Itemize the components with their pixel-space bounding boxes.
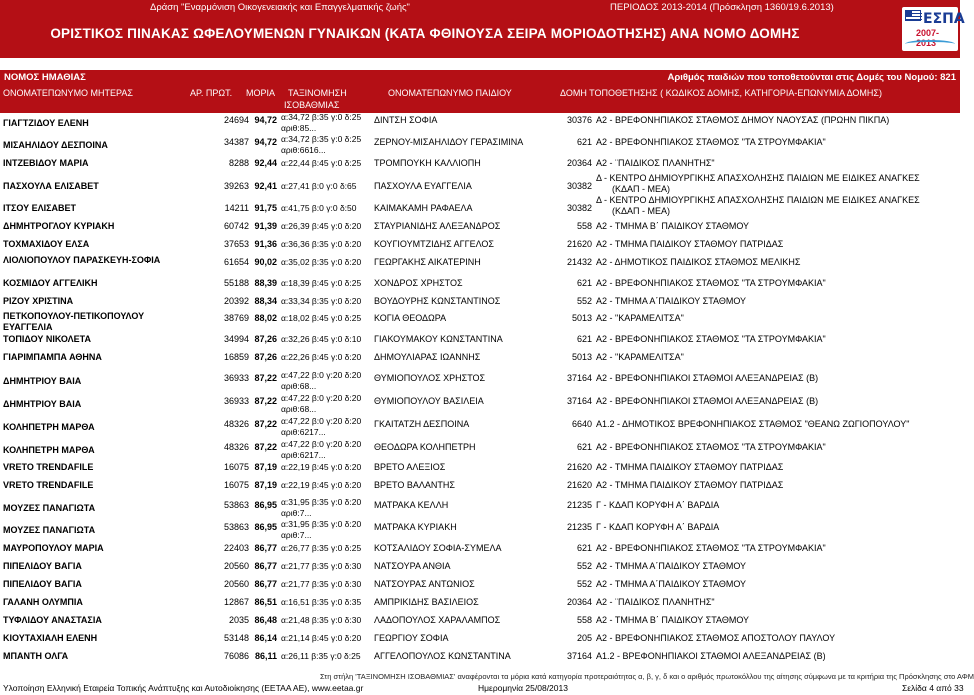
mother-name: ΚΙΟΥΤΑΧΙΑΛΗ ΕΛΕΝΗ: [3, 633, 98, 643]
mother-name: ΚΟΛΗΠΕΤΡΗ ΜΑΡΘΑ: [3, 445, 95, 455]
rank-detail: α:41,75 β:0 γ:0 δ:50: [281, 203, 357, 213]
mother-name: VRETO TRENDAFILE: [3, 462, 94, 472]
header-banner: [0, 0, 965, 58]
mother-name: VRETO TRENDAFILE: [3, 480, 94, 490]
col-score: ΜΟΡΙΑ: [246, 88, 276, 98]
child-name: ΘΕΟΔΩΡΑ ΚΟΛΗΠΕΤΡΗ: [374, 442, 476, 452]
structure-code: 621: [576, 442, 592, 452]
structure-name: Δ - ΚΕΝΤΡΟ ΔΗΜΙΟΥΡΓΙΚΗΣ ΑΠΑΣΧΟΛΗΣΗΣ ΠΑΙΔΙΩΝ ΜΕ ΕΙΔΙΚΕΣ ΑΝΑΓΚΕΣ: [596, 173, 920, 183]
structure-name: Α2 - ¨ΠΑΙΔΙΚΟΣ ΠΛΑΝΗΤΗΣ": [596, 158, 715, 168]
rank-detail: α:34,72 β:35 γ:0 δ:25: [281, 112, 362, 122]
protocol-number: 20392: [223, 296, 249, 306]
structure-name: Α2 - ΒΡΕΦΟΝΗΠΙΑΚΟΣ ΣΤΑΘΜΟΣ "ΤΑ ΣΤΡΟΥΜΦΑΚΙΑ": [596, 278, 826, 288]
structure-code: 621: [576, 278, 592, 288]
protocol-number: 60742: [223, 221, 249, 231]
mother-name: ΜΙΣΑΗΛΙΔΟΥ ΔΕΣΠΟΙΝΑ: [3, 140, 108, 150]
child-name: ΝΑΤΣΟΥΡΑΣ ΑΝΤΩΝΙΟΣ: [374, 579, 475, 589]
structure-code: 37164: [566, 396, 592, 406]
child-name: ΖΕΡΝΟΥ-ΜΙΣΑΗΛΙΔΟΥ ΓΕΡΑΣΙΜΙΝΑ: [374, 137, 524, 147]
rank-detail: α:22,44 β:45 γ:0 δ:25: [281, 158, 362, 168]
child-name: ΣΤΑΥΡΙΑΝΙΔΗΣ ΑΛΕΞΑΝΔΡΟΣ: [374, 221, 501, 231]
rank-detail: α:21,77 β:35 γ:0 δ:30: [281, 579, 362, 589]
child-name: ΔΗΜΟΥΛΙΑΡΑΣ ΙΩΑΝΝΗΣ: [374, 352, 481, 362]
mother-name: ΤΟΠΙΔΟΥ ΝΙΚΟΛΕΤΑ: [3, 334, 91, 344]
structure-name: Α2 - ΤΜΗΜΑ ΠΑΙΔΙΚΟΥ ΣΤΑΘΜΟΥ ΠΑΤΡΙΔΑΣ: [596, 462, 784, 472]
protocol-number: 53863: [223, 500, 249, 510]
rank-detail-line2: αριθ:68...: [281, 404, 317, 414]
footnote: Στη στήλη 'ΤΑΞΙΝΟΜΗΣΗ ΙΣΟΒΑΘΜΙΑΣ' αναφέρονται τα μόρια κατά κατηγορία προτεραιότητας α, β, γ, δ και ο αριθμός πρωτοκόλλου της αίτησης σύμφωνα με τα κριτήρια της Πρόσκλησης στο ΑΦΜ: [320, 672, 974, 681]
structure-code: 30382: [566, 181, 592, 191]
mother-name: ΚΟΛΗΠΕΤΡΗ ΜΑΡΘΑ: [3, 422, 95, 432]
period-label: ΠΕΡΙΟΔΟΣ 2013-2014 (Πρόσκληση 1360/19.6.2013): [610, 2, 834, 13]
structure-code: 30376: [566, 115, 592, 125]
structure-code: 21235: [566, 500, 592, 510]
mother-name: ΓΑΛΑΝΗ ΟΛΥΜΠΙΑ: [3, 597, 83, 607]
mother-name: ΡΙΖΟΥ ΧΡΙΣΤΙΝΑ: [3, 296, 74, 306]
score: 87,22: [254, 396, 277, 406]
document-title: ΟΡΙΣΤΙΚΟΣ ΠΙΝΑΚΑΣ ΩΦΕΛΟΥΜΕΝΩΝ ΓΥΝΑΙΚΩΝ (ΚΑΤΑ ΦΘΙΝΟΥΣΑ ΣΕΙΡΑ ΜΟΡΙΟΔΟΤΗΣΗΣ) ΑΝΑ ΝΟΜΟ ΔΟΜΗΣ: [50, 26, 800, 41]
mother-name: ΔΗΜΗΤΡΙΟΥ ΒΑΙΑ: [3, 376, 82, 386]
structure-name: Α2 - ΒΡΕΦΟΝΗΠΙΑΚΟΣ ΣΤΑΘΜΟΣ "ΤΑ ΣΤΡΟΥΜΦΑΚΙΑ": [596, 137, 826, 147]
protocol-number: 38769: [223, 313, 249, 323]
structure-code: 21235: [566, 522, 592, 532]
protocol-number: 61654: [223, 257, 249, 267]
score: 86,51: [254, 597, 277, 607]
score: 94,72: [254, 115, 277, 125]
region-bar: [0, 70, 960, 86]
rank-detail-line2: αριθ:7...: [281, 508, 312, 518]
protocol-number: 20560: [223, 561, 249, 571]
protocol-number: 8288: [228, 158, 249, 168]
mother-name: ΛΙΟΛΙΟΠΟΥΛΟΥ ΠΑΡΑΣΚΕΥΗ-ΣΟΦΙΑ: [3, 255, 161, 265]
structure-name: Α2 - ΤΜΗΜΑ ΠΑΙΔΙΚΟΥ ΣΤΑΘΜΟΥ ΠΑΤΡΙΔΑΣ: [596, 480, 784, 490]
structure-name: Γ - ΚΔΑΠ ΚΟΡΥΦΗ Α΄ ΒΑΡΔΙΑ: [596, 500, 720, 510]
protocol-number: 34994: [223, 334, 249, 344]
child-name: ΝΑΤΣΟΥΡΑ ΑΝΘΙΑ: [374, 561, 451, 571]
rank-detail: α:18,02 β:45 γ:0 δ:25: [281, 313, 362, 323]
child-name: ΓΚΑΙΤΑΤΖΗ ΔΕΣΠΟΙΝΑ: [374, 419, 470, 429]
structure-name: Α2 - ΒΡΕΦΟΝΗΠΙΑΚΟΙ ΣΤΑΘΜΟΙ ΑΛΕΞΑΝΔΡΕΙΑΣ (Β): [596, 373, 819, 383]
mother-name: ΤΟΧΜΑΧΙΔΟΥ ΕΛΣΑ: [3, 239, 90, 249]
structure-code: 621: [576, 137, 592, 147]
structure-name: Α2 - ΤΜΗΜΑ Β΄ ΠΑΙΔΙΚΟΥ ΣΤΑΘΜΟΥ: [596, 221, 750, 231]
child-name: ΤΡΟΜΠΟΥΚΗ ΚΑΛΛΙΟΠΗ: [374, 158, 481, 168]
rank-detail: α:22,26 β:45 γ:0 δ:20: [281, 352, 362, 362]
score: 91,39: [254, 221, 277, 231]
structure-code: 552: [576, 296, 592, 306]
structure-name: Α1.2 - ΔΗΜΟΤΙΚΟΣ ΒΡΕΦΟΝΗΠΙΑΚΟΣ ΣΤΑΘΜΟΣ "ΘΕΑΝΩ ΖΩΓΙΟΠΟΥΛΟΥ": [596, 419, 910, 429]
rank-detail: α:26,39 β:45 γ:0 δ:20: [281, 221, 362, 231]
protocol-number: 24694: [223, 115, 249, 125]
score: 91,36: [254, 239, 277, 249]
rank-detail: α:26,77 β:35 γ:0 δ:25: [281, 543, 362, 553]
protocol-number: 39263: [223, 181, 249, 191]
protocol-number: 16075: [223, 462, 249, 472]
protocol-number: 76086: [223, 651, 249, 661]
mother-name: ΠΙΠΕΛΙΔΟΥ ΒΑΓΙΑ: [3, 579, 82, 589]
score: 92,41: [254, 181, 277, 191]
structure-code: 21620: [566, 462, 592, 472]
greek-flag-icon: [905, 10, 921, 21]
rank-detail-line2: αριθ:6217...: [281, 450, 326, 460]
structure-code: 21620: [566, 239, 592, 249]
structure-code: 621: [576, 334, 592, 344]
score: 86,14: [254, 633, 277, 643]
protocol-number: 36933: [223, 373, 249, 383]
structure-name-line2: (ΚΔΑΠ - ΜΕΑ): [612, 206, 671, 216]
score: 94,72: [254, 137, 277, 147]
mother-name: ΠΑΣΧΟΥΛΑ ΕΛΙΣΑΒΕΤ: [3, 181, 99, 191]
rank-detail: α:21,14 β:45 γ:0 δ:20: [281, 633, 362, 643]
rank-detail: α:36,36 β:35 γ:0 δ:20: [281, 239, 362, 249]
rank-detail: α:21,48 β:35 γ:0 δ:30: [281, 615, 362, 625]
structure-name: Α2 - ΒΡΕΦΟΝΗΠΙΑΚΟΣ ΣΤΑΘΜΟΣ "ΤΑ ΣΤΡΟΥΜΦΑΚΙΑ": [596, 334, 826, 344]
structure-code: 21432: [566, 257, 592, 267]
structure-name: Α2 - ΒΡΕΦΟΝΗΠΙΑΚΟΙ ΣΤΑΘΜΟΙ ΑΛΕΞΑΝΔΡΕΙΑΣ (Β): [596, 396, 819, 406]
child-name: ΔΙΝΤΣΗ ΣΟΦΙΑ: [374, 115, 438, 125]
mother-name: ΙΝΤΖΕΒΙΔΟΥ ΜΑΡΙΑ: [3, 158, 89, 168]
child-name: ΒΡΕΤΟ ΑΛΕΞΙΟΣ: [374, 462, 446, 472]
protocol-number: 14211: [224, 203, 249, 213]
score: 90,02: [254, 257, 277, 267]
score: 88,02: [254, 313, 277, 323]
score: 86,77: [254, 543, 277, 553]
rank-detail-line2: αριθ:6616...: [281, 145, 326, 155]
protocol-number: 20560: [223, 579, 249, 589]
mother-name: ΓΙΑΡΙΜΠΑΜΠΑ ΑΘΗΝΑ: [3, 352, 102, 362]
rank-detail: α:35,02 β:35 γ:0 δ:20: [281, 257, 362, 267]
protocol-number: 22403: [223, 543, 249, 553]
col-structure: ΔΟΜΗ ΤΟΠΟΘΕΤΗΣΗΣ ( ΚΩΔΙΚΟΣ ΔΟΜΗΣ, ΚΑΤΗΓΟΡΙΑ-ΕΠΩΝΥΜΙΑ ΔΟΜΗΣ): [560, 88, 882, 98]
protocol-number: 48326: [223, 419, 249, 429]
mother-name: ΜΟΥΖΕΣ ΠΑΝΑΓΙΩΤΑ: [3, 503, 96, 513]
rank-detail: α:31,95 β:35 γ:0 δ:20: [281, 497, 362, 507]
structure-code: 20364: [566, 597, 592, 607]
structure-name: Α2 - ΒΡΕΦΟΝΗΠΙΑΚΟΣ ΣΤΑΘΜΟΣ ΔΗΜΟΥ ΝΑΟΥΣΑΣ (ΠΡΩΗΝ ΠΙΚΠΑ): [596, 115, 890, 125]
rank-detail: α:47,22 β:0 γ:20 δ:20: [281, 416, 362, 426]
score: 87,22: [254, 442, 277, 452]
rank-detail: α:26,11 β:35 γ:0 δ:25: [281, 651, 361, 661]
structure-code: 20364: [566, 158, 592, 168]
mother-name: ΤΥΦΛΙΔΟΥ ΑΝΑΣΤΑΣΙΑ: [3, 615, 102, 625]
child-name: ΑΓΓΕΛΟΠΟΥΛΟΣ ΚΩΝΣΤΑΝΤΙΝΑ: [374, 651, 511, 661]
rank-detail: α:33,34 β:35 γ:0 δ:20: [281, 296, 362, 306]
protocol-number: 36933: [223, 396, 249, 406]
rank-detail: α:32,26 β:45 γ:0 δ:10: [281, 334, 362, 344]
structure-name: Α2 - "ΚΑΡΑΜΕΛΙΤΣΑ": [596, 313, 684, 323]
logo-wordmark: ΕΣΠΑ: [923, 11, 965, 27]
structure-name: Α2 - "ΚΑΡΑΜΕΛΙΤΣΑ": [596, 352, 684, 362]
child-name: ΒΟΥΔΟΥΡΗΣ ΚΩΝΣΤΑΝΤΙΝΟΣ: [374, 296, 501, 306]
region-child-count: Αριθμός παιδιών που τοποθετούνται στις Δομές του Νομού: 821: [667, 72, 956, 83]
rank-detail-line2: αριθ:85...: [281, 123, 317, 133]
score: 87,26: [254, 334, 277, 344]
mother-name: ΓΙΑΓΤΖΙΔΟΥ ΕΛΕΝΗ: [3, 118, 89, 128]
score: 86,95: [254, 522, 277, 532]
protocol-number: 48326: [223, 442, 249, 452]
footer-company: Υλοποίηση Ελληνική Εταιρεία Τοπικής Ανάπτυξης και Αυτοδιοίκησης (ΕΕΤΑΑ ΑΕ), www.eetaa.gr: [3, 683, 364, 693]
col-child: ΟΝΟΜΑΤΕΠΩΝΥΜΟ ΠΑΙΔΙΟΥ: [388, 88, 512, 98]
protocol-number: 12867: [223, 597, 249, 607]
structure-name: Α2 - ΒΡΕΦΟΝΗΠΙΑΚΟΣ ΣΤΑΘΜΟΣ "ΤΑ ΣΤΡΟΥΜΦΑΚΙΑ": [596, 543, 826, 553]
rank-detail: α:18,39 β:45 γ:0 δ:25: [281, 278, 362, 288]
child-name: ΑΜΠΡΙΚΙΔΗΣ ΒΑΣΙΛΕΙΟΣ: [374, 597, 479, 607]
mother-name: ΜΟΥΖΕΣ ΠΑΝΑΓΙΩΤΑ: [3, 525, 96, 535]
rank-detail: α:21,77 β:35 γ:0 δ:30: [281, 561, 362, 571]
child-name: ΓΕΩΡΓΙΟΥ ΣΟΦΙΑ: [374, 633, 449, 643]
rank-detail: α:31,95 β:35 γ:0 δ:20: [281, 519, 362, 529]
score: 87,22: [254, 373, 277, 383]
structure-name: Α1.2 - ΒΡΕΦΟΝΗΠΙΑΚΟΙ ΣΤΑΘΜΟΙ ΑΛΕΞΑΝΔΡΕΙΑΣ (Β): [596, 651, 826, 661]
structure-name: Α2 - ΤΜΗΜΑ Α΄ΠΑΙΔΙΚΟΥ ΣΤΑΘΜΟΥ: [596, 579, 747, 589]
structure-code: 621: [576, 543, 592, 553]
structure-code: 205: [576, 633, 592, 643]
child-name: ΜΑΤΡΑΚΑ ΚΥΡΙΑΚΗ: [374, 522, 457, 532]
structure-name: Α2 - ΤΜΗΜΑ ΠΑΙΔΙΚΟΥ ΣΤΑΘΜΟΥ ΠΑΤΡΙΔΑΣ: [596, 239, 784, 249]
region-name: ΝΟΜΟΣ ΗΜΑΘΙΑΣ: [4, 72, 86, 83]
structure-name: Α2 - ΒΡΕΦΟΝΗΠΙΑΚΟΣ ΣΤΑΘΜΟΣ "ΤΑ ΣΤΡΟΥΜΦΑΚΙΑ": [596, 442, 826, 452]
banner-spacer: [0, 58, 960, 66]
protocol-number: 16075: [223, 480, 249, 490]
rank-detail: α:34,72 β:35 γ:0 δ:25: [281, 134, 362, 144]
structure-code: 37164: [566, 373, 592, 383]
child-name: ΜΑΤΡΑΚΑ ΚΕΛΛΗ: [374, 500, 449, 510]
child-name: ΚΑΙΜΑΚΑΜΗ ΡΑΦΑΕΛΑ: [374, 203, 473, 213]
structure-code: 558: [576, 615, 592, 625]
logo-swoosh: [905, 40, 955, 48]
mother-name: ΜΠΑΝΤΗ ΟΛΓΑ: [3, 651, 69, 661]
espa-logo: [902, 7, 965, 51]
score: 86,11: [254, 651, 277, 661]
structure-name: Δ - ΚΕΝΤΡΟ ΔΗΜΙΟΥΡΓΙΚΗΣ ΑΠΑΣΧΟΛΗΣΗΣ ΠΑΙΔΙΩΝ ΜΕ ΕΙΔΙΚΕΣ ΑΝΑΓΚΕΣ: [596, 195, 920, 205]
structure-name-line2: (ΚΔΑΠ - ΜΕΑ): [612, 184, 671, 194]
rank-detail-line2: αριθ:68...: [281, 381, 317, 391]
rank-detail: α:47,22 β:0 γ:20 δ:20: [281, 370, 362, 380]
col-protocol: ΑΡ. ΠΡΩΤ.: [190, 88, 233, 98]
page-footer: [0, 680, 964, 695]
protocol-number: 16859: [223, 352, 249, 362]
child-name: ΠΑΣΧΟΥΛΑ ΕΥΑΓΓΕΛΙΑ: [374, 181, 472, 191]
rank-detail-line2: αριθ:7...: [281, 530, 312, 540]
mother-name: ΙΤΣΟΥ ΕΛΙΣΑΒΕΤ: [3, 203, 77, 213]
logo-years: 2007-2013: [916, 28, 940, 48]
structure-code: 552: [576, 561, 592, 571]
structure-code: 37164: [566, 651, 592, 661]
rank-detail: α:22,19 β:45 γ:0 δ:20: [281, 462, 362, 472]
structure-code: 558: [576, 221, 592, 231]
structure-name: Α2 - ΔΗΜΟΤΙΚΟΣ ΠΑΙΔΙΚΟΣ ΣΤΑΘΜΟΣ ΜΕΛΙΚΗΣ: [596, 257, 801, 267]
child-name: ΚΟΓΙΑ ΘΕΟΔΩΡΑ: [374, 313, 447, 323]
score: 86,77: [254, 561, 277, 571]
mother-name: ΜΑΥΡΟΠΟΥΛΟΥ ΜΑΡΙΑ: [3, 543, 104, 553]
child-name: ΒΡΕΤΟ ΒΑΛΑΝΤΗΣ: [374, 480, 455, 490]
structure-code: 5013: [571, 352, 592, 362]
score: 88,34: [254, 296, 277, 306]
protocol-number: 37653: [223, 239, 249, 249]
structure-name: Α2 - ΤΜΗΜΑ Α΄ΠΑΙΔΙΚΟΥ ΣΤΑΘΜΟΥ: [596, 296, 747, 306]
child-name: ΚΟΥΓΙΟΥΜΤΖΙΔΗΣ ΑΓΓΕΛΟΣ: [374, 239, 494, 249]
score: 86,77: [254, 579, 277, 589]
child-name: ΛΑΔΟΠΟΥΛΟΣ ΧΑΡΑΛΑΜΠΟΣ: [374, 615, 501, 625]
footer-date: Ημερομηνία 25/08/2013: [478, 683, 568, 693]
table-header: [0, 86, 960, 113]
protocol-number: 55188: [223, 278, 249, 288]
score: 87,19: [254, 462, 277, 472]
score: 88,39: [254, 278, 277, 288]
score: 86,48: [254, 615, 277, 625]
mother-name: ΠΙΠΕΛΙΔΟΥ ΒΑΓΙΑ: [3, 561, 82, 571]
structure-code: 30382: [566, 203, 592, 213]
child-name: ΓΙΑΚΟΥΜΑΚΟΥ ΚΩΝΣΤΑΝΤΙΝΑ: [374, 334, 503, 344]
mother-name: ΚΟΣΜΙΔΟΥ ΑΓΓΕΛΙΚΗ: [3, 278, 98, 288]
structure-name: Α2 - ¨ΠΑΙΔΙΚΟΣ ΠΛΑΝΗΤΗΣ": [596, 597, 715, 607]
protocol-number: 34387: [223, 137, 249, 147]
col-mother: ΟΝΟΜΑΤΕΠΩΝΥΜΟ ΜΗΤΕΡΑΣ: [3, 88, 133, 98]
structure-code: 6640: [571, 419, 592, 429]
structure-name: Α2 - ΤΜΗΜΑ Β΄ ΠΑΙΔΙΚΟΥ ΣΤΑΘΜΟΥ: [596, 615, 750, 625]
rank-detail-line2: αριθ:6217...: [281, 427, 326, 437]
rank-detail: α:22,19 β:45 γ:0 δ:20: [281, 480, 362, 490]
rank-detail: α:27,41 β:0 γ:0 δ:65: [281, 181, 357, 191]
structure-name: Α2 - ΒΡΕΦΟΝΗΠΙΑΚΟΣ ΣΤΑΘΜΟΣ ΑΠΟΣΤΟΛΟΥ ΠΑΥΛΟΥ: [596, 633, 836, 643]
protocol-number: 53863: [223, 522, 249, 532]
score: 87,26: [254, 352, 277, 362]
structure-code: 21620: [566, 480, 592, 490]
protocol-number: 53148: [223, 633, 249, 643]
structure-name: Γ - ΚΔΑΠ ΚΟΡΥΦΗ Α΄ ΒΑΡΔΙΑ: [596, 522, 720, 532]
child-name: ΘΥΜΙΟΠΟΥΛΟΥ ΒΑΣΙΛΕΙΑ: [374, 396, 484, 406]
score: 87,19: [254, 480, 277, 490]
structure-code: 5013: [571, 313, 592, 323]
score: 86,95: [254, 500, 277, 510]
protocol-number: 2035: [228, 615, 249, 625]
col-rank-sub: ΙΣΟΒΑΘΜΙΑΣ: [284, 100, 340, 110]
child-name: ΚΟΤΣΑΛΙΔΟΥ ΣΟΦΙΑ-ΣΥΜΕΛΑ: [374, 543, 502, 553]
mother-name: ΔΗΜΗΤΡΟΓΛΟΥ ΚΥΡΙΑΚΗ: [3, 221, 115, 231]
col-rank: ΤΑΞΙΝΟΜΗΣΗ: [288, 88, 347, 98]
score: 91,75: [254, 203, 277, 213]
score: 87,22: [254, 419, 277, 429]
child-name: ΓΕΩΡΓΑΚΗΣ ΑΙΚΑΤΕΡΙΝΗ: [374, 257, 481, 267]
rank-detail: α:16,51 β:35 γ:0 δ:35: [281, 597, 362, 607]
mother-name: ΠΕΤΚΟΠΟΥΛΟΥ-ΠΕΤΙΚΟΠΟΥΛΟΥ ΕΥΑΓΓΕΛΙΑ: [3, 311, 145, 332]
rank-detail: α:47,22 β:0 γ:20 δ:20: [281, 439, 362, 449]
footer-page: Σελίδα 4 από 33: [902, 683, 964, 693]
score: 92,44: [254, 158, 277, 168]
mother-name: ΔΗΜΗΤΡΙΟΥ ΒΑΙΑ: [3, 399, 82, 409]
child-name: ΘΥΜΙΟΠΟΥΛΟΣ ΧΡΗΣΤΟΣ: [374, 373, 486, 383]
structure-name: Α2 - ΤΜΗΜΑ Α΄ΠΑΙΔΙΚΟΥ ΣΤΑΘΜΟΥ: [596, 561, 747, 571]
rank-detail: α:47,22 β:0 γ:20 δ:20: [281, 393, 362, 403]
structure-code: 552: [576, 579, 592, 589]
program-name: Δράση "Εναρμόνιση Οικογενειακής και Επαγγελματικής ζωής": [150, 2, 410, 13]
child-name: ΧΟΝΔΡΟΣ ΧΡΗΣΤΟΣ: [374, 278, 463, 288]
